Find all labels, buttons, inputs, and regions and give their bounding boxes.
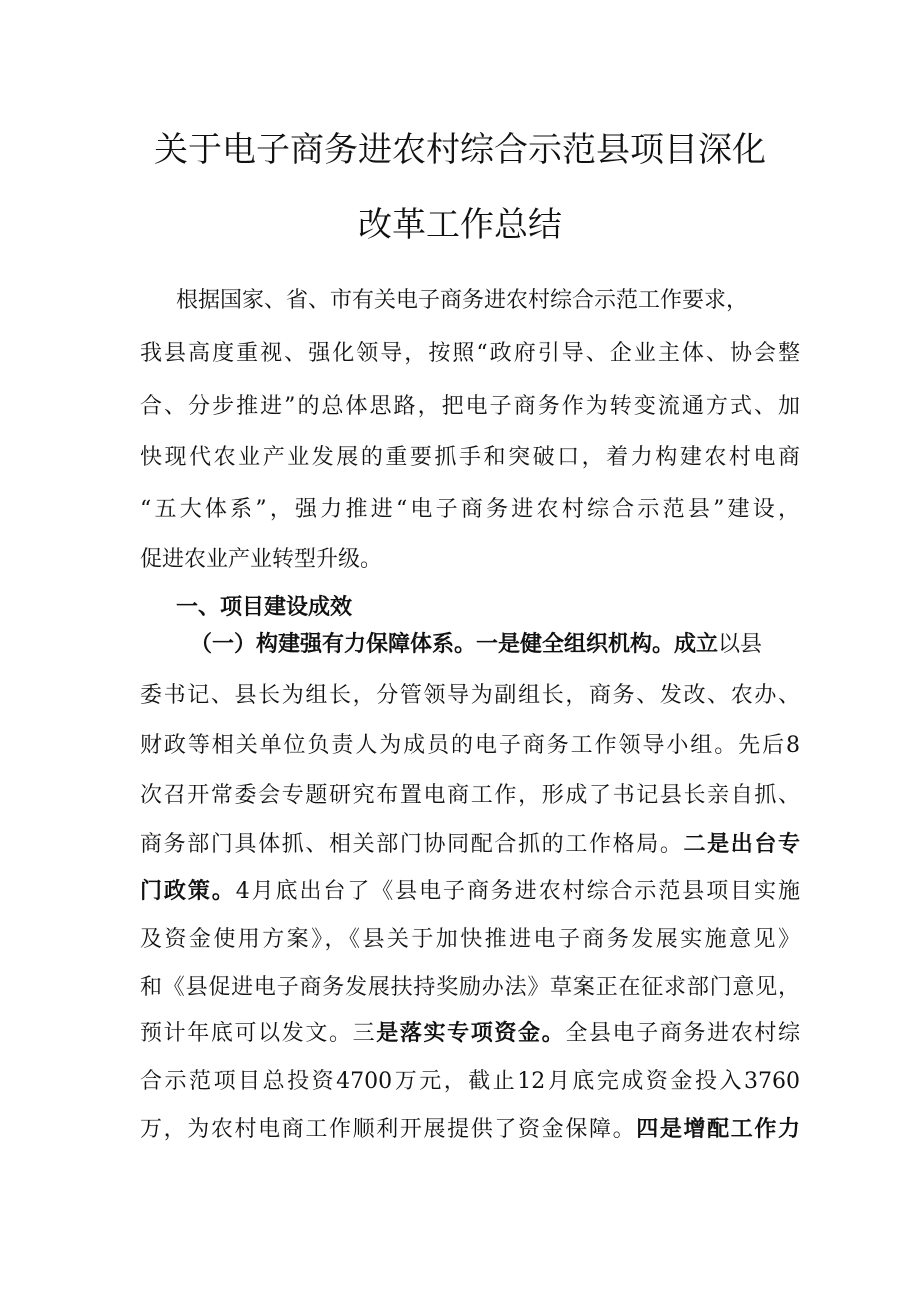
sub1-line-9-normal-a: 预计年底可以发文。三 [140, 1021, 377, 1046]
intro-line-3: 合、分步推进”的总体思路，把电子商务作为转变流通方式、加 [140, 394, 800, 419]
intro-line-6: 促进农业产业转型升级。 [140, 547, 383, 572]
sub1-line-4: 次召开常委会专题研究布置电商工作，形成了书记县长亲自抓、 [140, 783, 800, 808]
sub1-line-7: 及资金使用方案》，《县关于加快推进电子商务发展实施意见》 [140, 927, 800, 952]
document-title-line-1: 关于电子商务进农村综合示范县项目深化 [154, 130, 766, 170]
sub1-line-11-bold: 四是增配工作力 [636, 1117, 800, 1142]
intro-line-4: 快现代农业产业发展的重要抓手和突破口，着力构建农村电商 [140, 445, 800, 470]
sub1-line-6-bold: 门政策。 [140, 879, 236, 904]
sub1-line-6 [140, 874, 800, 910]
sub1-line-3: 财政等相关单位负责人为成员的电子商务工作领导小组。先后8 [140, 733, 800, 758]
sub1-line-5-bold: 二是出台专 [683, 832, 800, 857]
intro-line-5: “五大体系”，强力推进“电子商务进农村综合示范县”建设， [140, 497, 800, 522]
sub1-line-11 [140, 1112, 800, 1148]
sub1-line-9-normal-b: 全县电子商务进农村综 [565, 1021, 800, 1046]
sub1-line-11-normal: 万，为农村电商工作顺利开展提供了资金保障。 [140, 1117, 637, 1142]
intro-line-2: 我县高度重视、强化领导，按照“政府引导、企业主体、协会整 [140, 341, 800, 366]
section-heading: 一、项目建设成效 [176, 595, 353, 620]
sub1-line-10: 合示范项目总投资4700万元，截止12月底完成资金投入3760 [140, 1069, 800, 1094]
intro-line-1: 根据国家、省、市有关电子商务进农村综合示范工作要求， [176, 288, 749, 313]
sub1-line-8: 和《县促进电子商务发展扶持奖励办法》草案正在征求部门意见， [140, 975, 800, 1000]
sub1-line-5-normal: 商务部门具体抓、相关部门协同配合抓的工作格局。 [140, 832, 684, 857]
sub1-line-1-bold: （一）构建强有力保障体系。一是健全组织机构。成立 [190, 632, 719, 657]
sub1-line-9 [140, 1016, 800, 1052]
sub1-line-9-bold: 是落实专项资金。 [376, 1021, 566, 1046]
sub1-line-1-normal: 以县 [718, 632, 763, 657]
sub1-line-2: 委书记、县长为组长，分管领导为副组长，商务、发改、农办、 [140, 683, 800, 708]
document-title-line-2: 改革工作总结 [358, 205, 562, 245]
sub1-line-6-normal: 4月底出台了《县电子商务进农村综合示范县项目实施 [235, 879, 800, 904]
sub1-line-5 [140, 827, 800, 863]
sub1-line-1 [190, 627, 800, 663]
